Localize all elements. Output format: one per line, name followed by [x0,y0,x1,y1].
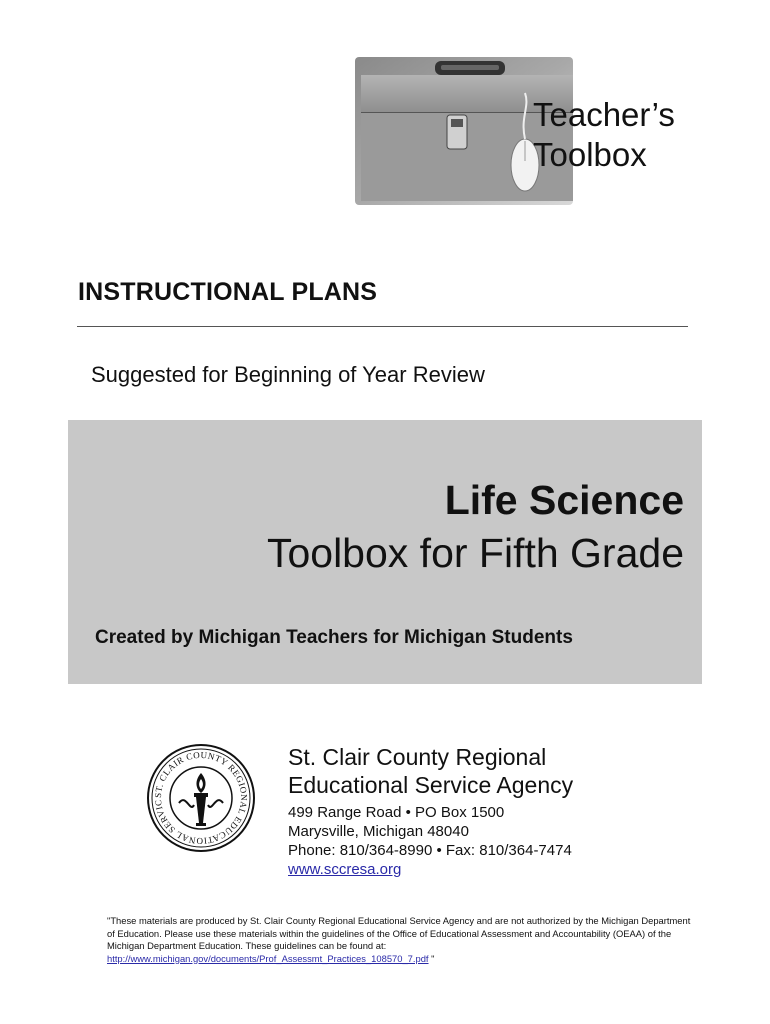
agency-city: Marysville, Michigan 48040 [288,823,469,840]
toolbox-title [533,95,675,175]
seal-text: ST. CLAIR COUNTY REGIONAL EDUCATIONAL SERVIC [152,749,250,847]
guidelines-link[interactable]: http://www.michigan.gov/documents/Prof_Assessmt_Practices_108570_7.pdf [107,952,429,964]
section-heading: INSTRUCTIONAL PLANS [78,278,378,306]
toolbox-title-line2: Toolbox [533,136,647,173]
agency-website-link[interactable]: www.sccresa.org [288,861,402,878]
agency-seal-logo [146,743,256,853]
agency-contact-block [288,743,573,879]
disclaimer-closing-quote: " [428,952,435,964]
banner-tagline: Created by Michigan Teachers for Michigan Students [95,627,573,648]
disclaimer-text: "These materials are produced by St. Clair County Regional Educational Service Agency and are not authorized by the Michigan Department of Education. Please use these materials within the guidelines of the Office of Educational Assessment and Accountability (OEAA) of the Michigan Department Education. These guidelines can be found at: [107,915,691,951]
agency-address: 499 Range Road • PO Box 1500 [288,804,505,821]
divider [77,326,688,327]
subheading: Suggested for Beginning of Year Review [91,362,485,387]
banner-subtitle: Toolbox for Fifth Grade [266,530,684,576]
disclaimer [107,915,697,965]
agency-name-line2: Educational Service Agency [288,772,574,798]
toolbox-title-line1: Teacher’s [533,96,675,133]
agency-phone-fax: Phone: 810/364-8990 • Fax: 810/364-7474 [288,842,572,859]
banner-title: Life Science [444,477,684,523]
agency-name-line1: St. Clair County Regional [288,744,547,770]
